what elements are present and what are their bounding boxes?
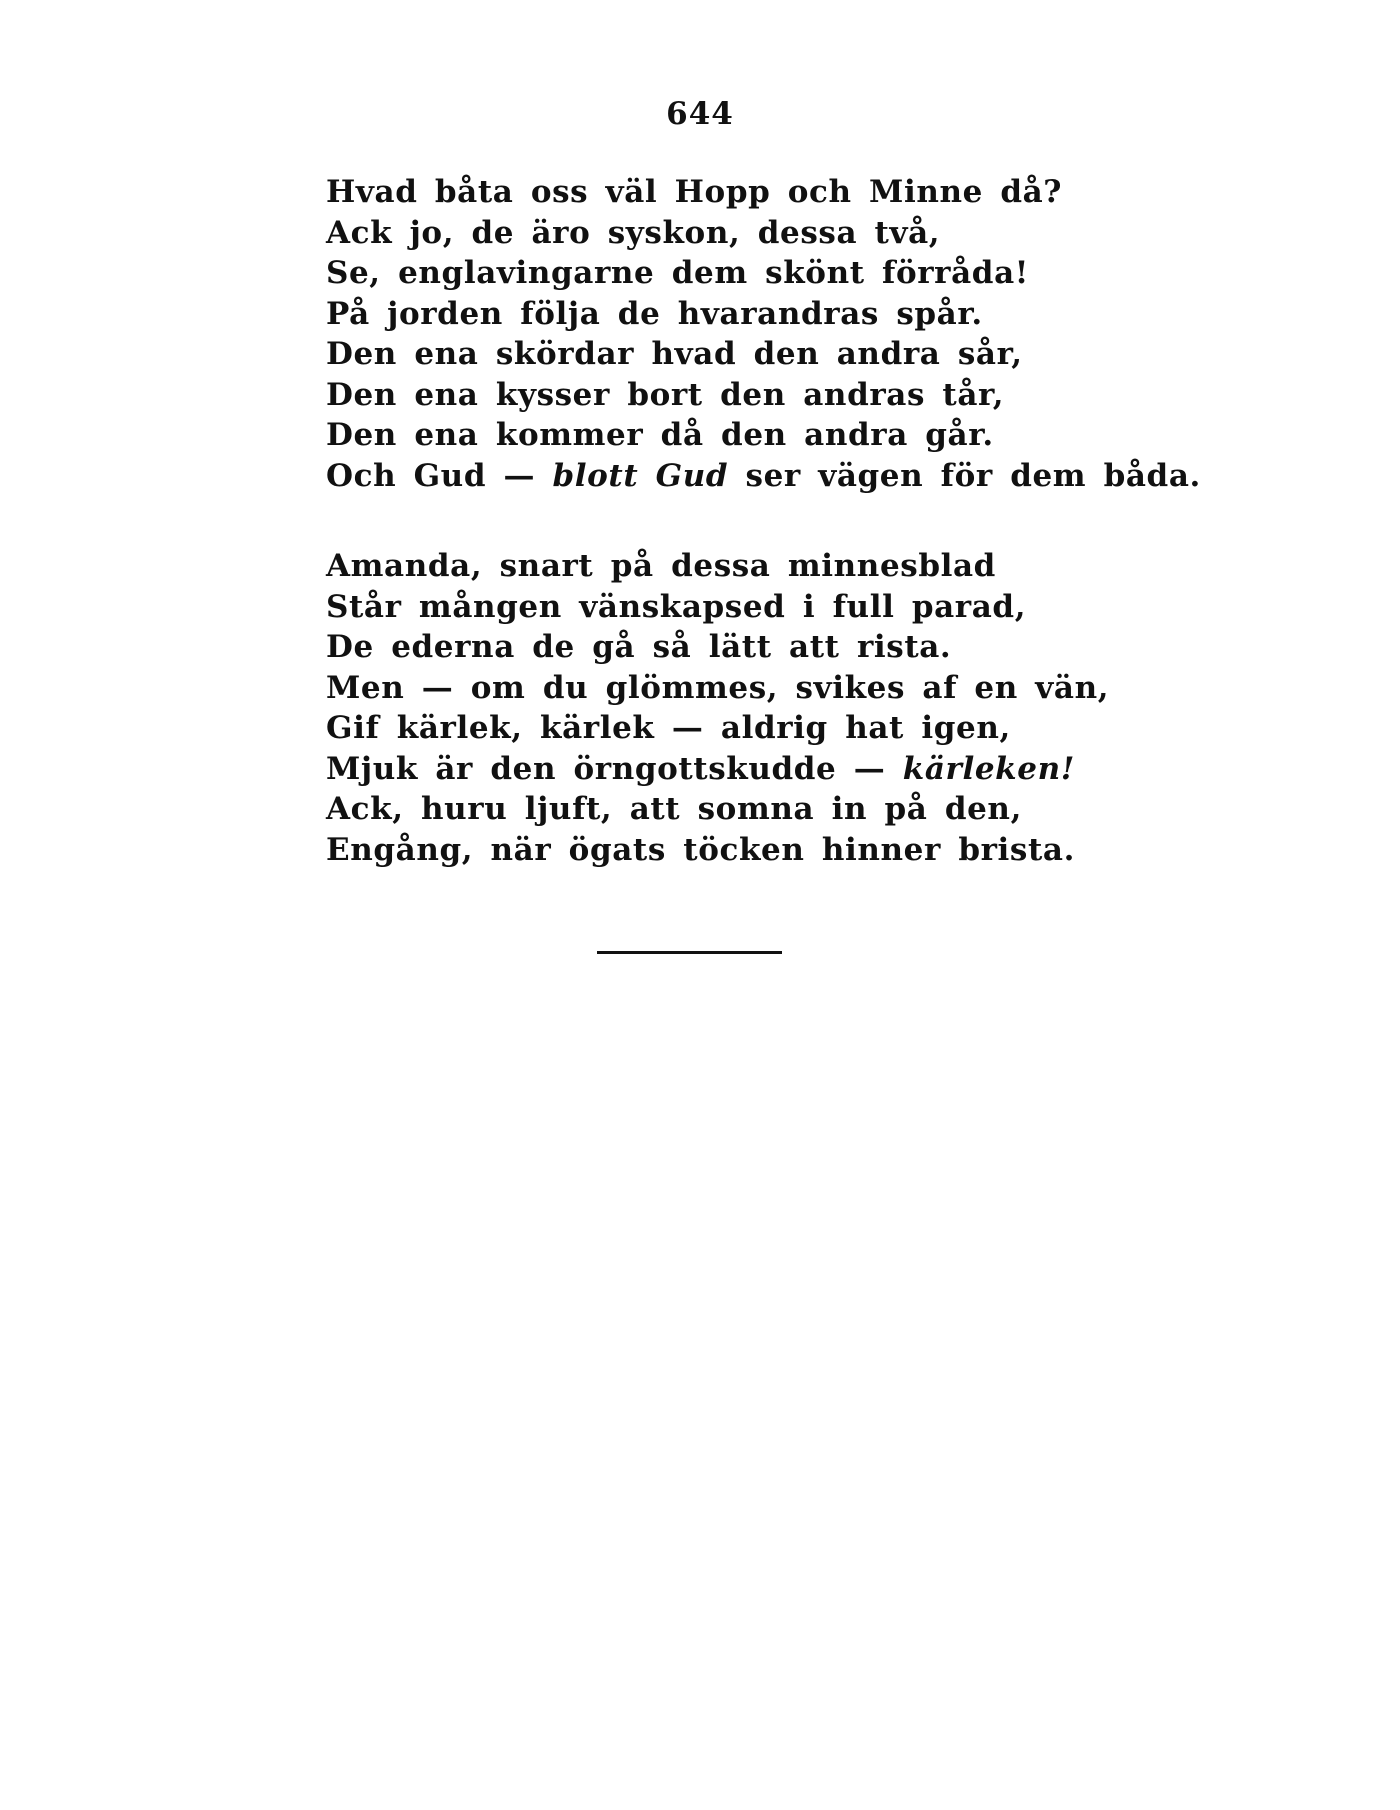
- poem-line: Hvad båta oss väl Hopp och Minne då?: [326, 174, 1063, 210]
- poem-line-with-italic: [326, 749, 1106, 790]
- poem-line: Engång, när ögats töcken hinner brista.: [326, 831, 1075, 868]
- poem-line: Men — om du glömmes, svikes af en vän,: [326, 669, 1110, 706]
- poem-italic-phrase: kärleken!: [902, 750, 1075, 787]
- poem-line: Ack jo, de äro syskon, dessa två,: [326, 214, 941, 251]
- page-number: 644: [666, 96, 734, 132]
- poem-line: Ack, huru ljuft, att somna in på den,: [326, 791, 1022, 827]
- poem-line-part: ser vägen för dem båda.: [728, 457, 1201, 494]
- poem-line-part: Mjuk är den örngottskudde —: [326, 750, 903, 787]
- poem-line-with-italic: [326, 456, 1201, 497]
- poem-line: På jorden följa de hvarandras spår.: [326, 295, 983, 332]
- poem-line: Står mången vänskapsed i full parad,: [326, 588, 1027, 625]
- poem-line: Den ena skördar hvad den andra sår,: [326, 336, 1023, 372]
- poem-line: Se, englavingarne dem skönt förråda!: [326, 255, 1029, 291]
- poem-line: De ederna de gå så lätt att rista.: [326, 629, 952, 665]
- poem-stanza-2: [326, 546, 1110, 870]
- poem-line: Den ena kysser bort den andras tår,: [326, 376, 1005, 413]
- end-rule-divider: [597, 951, 782, 954]
- poem-stanza-1: [326, 172, 1201, 496]
- poem-line-part: Och Gud —: [326, 457, 553, 494]
- poem-italic-phrase: blott Gud: [552, 457, 729, 494]
- poem-line: Den ena kommer då den andra går.: [326, 417, 994, 453]
- poem-line: Gif kärlek, kärlek — aldrig hat igen,: [326, 710, 1011, 746]
- poem-line: Amanda, snart på dessa minnesblad: [326, 548, 996, 584]
